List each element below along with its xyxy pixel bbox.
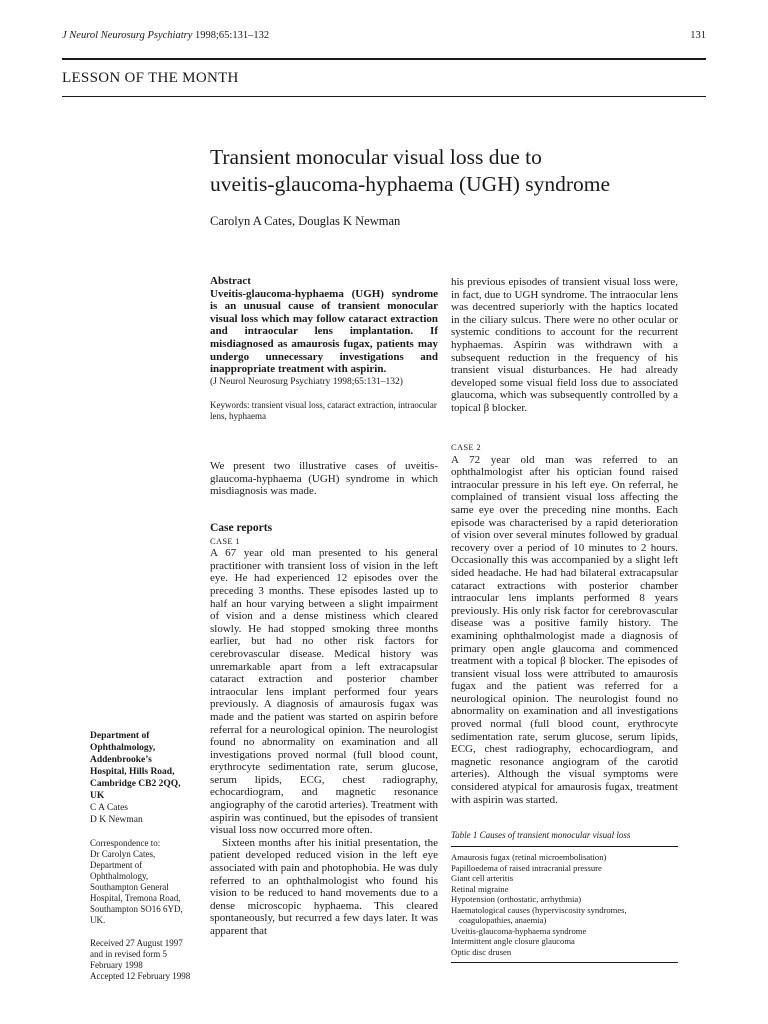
case-reports-block (210, 522, 438, 938)
received-line: Received 27 August 1997 (90, 938, 183, 948)
case1-label: CASE 1 (210, 535, 240, 546)
case2-label: CASE 2 (451, 442, 481, 452)
received-line: and in revised form 5 (90, 949, 167, 959)
header-rule (62, 58, 706, 60)
affiliation-line: Hospital, Hills Road, (90, 767, 175, 777)
correspondence-line: Hospital, Tremona Road, (90, 893, 181, 903)
table1-row: Retinal migraine (451, 883, 509, 894)
page-number: 131 (690, 30, 706, 41)
section-rule (62, 96, 706, 97)
journal-name: J Neurol Neurosurg Psychiatry (62, 30, 193, 41)
correspondence-line: Southampton General (90, 882, 169, 892)
case1-continuation: his previous episodes of transient visual loss were, in fact, due to UGH syndrome. The intraocular lens was decentred superiorly with the haptics located in the ciliary sulcus. There were no other ocular or systemic conditions to account for the recurrent hyphaemas. Aspirin was withdrawn with a subsequent reduction in the frequency of his transient visual disturbances. He had already developed some visual field loss due to associated glaucoma, which was subsequently controlled by a topical β blocker. (451, 276, 678, 414)
title-line-1: Transient monocular visual loss due to (210, 145, 542, 169)
affiliation-line: UK (90, 791, 105, 801)
table1-row: Uveitis-glaucoma-hyphaema syndrome (451, 925, 587, 936)
correspondence-line: Southampton SO16 6YD, (90, 904, 183, 914)
table1 (451, 852, 678, 957)
affiliation-author: D K Newman (90, 815, 143, 825)
table1-row: Giant cell arteritis (451, 873, 514, 883)
affiliation-line: Addenbrooke’s (90, 755, 152, 765)
received-line: Accepted 12 February 1998 (90, 971, 191, 981)
affiliation-department (90, 730, 200, 802)
section-label: LESSON OF THE MONTH (62, 70, 239, 86)
table1-bottom-rule (451, 962, 678, 963)
running-header-citation (62, 30, 269, 41)
table1-caption: Table 1 Causes of transient monocular visual loss (451, 830, 631, 840)
case2-block (451, 441, 678, 806)
keywords: Keywords: transient visual loss, cataract extraction, intraocular lens, hyphaema (210, 400, 437, 422)
correspondence (90, 838, 200, 926)
table1-row: Amaurosis fugax (retinal microembolisation) (451, 852, 607, 862)
title-line-2: uveitis-glaucoma-hyphaema (UGH) syndrome (210, 172, 611, 196)
correspondence-line: Department of (90, 860, 143, 870)
affiliation-line: Ophthalmology, (90, 743, 156, 753)
affiliation-block (90, 730, 200, 982)
affiliation-author: C A Cates (90, 803, 129, 813)
article-title (210, 144, 690, 198)
correspondence-line: Dr Carolyn Cates, (90, 849, 156, 859)
correspondence-line: Correspondence to: (90, 838, 161, 848)
table1-row: Hypotension (orthostatic, arrhythmia) (451, 894, 582, 904)
table1-row: Papilloedema of raised intracranial pressure (451, 862, 602, 873)
affiliation-line: Cambridge CB2 2QQ, (90, 779, 181, 789)
table1-row: coagulopathies, anaemia) (459, 915, 547, 925)
received-line: February 1998 (90, 960, 143, 970)
table1-row: Optic disc drusen (451, 946, 512, 957)
affiliation-authors (90, 802, 200, 826)
abstract-heading: Abstract (210, 275, 251, 287)
table1-row: Intermittent angle closure glaucoma (451, 936, 575, 946)
abstract-citation: (J Neurol Neurosurg Psychiatry 1998;65:131–132) (210, 376, 403, 387)
intro-paragraph: We present two illustrative cases of uveitis-glaucoma-hyphaema (UGH) syndrome in which misdiagnosis was made. (210, 460, 438, 498)
table1-top-rule (451, 846, 678, 847)
table1-row: Haematological causes (hyperviscosity syndromes, (451, 904, 627, 915)
correspondence-line: Ophthalmology, (90, 871, 149, 881)
citation-volume: 1998;65:131–132 (192, 30, 270, 41)
case1-paragraph-2: Sixteen months after his initial presentation, the patient developed reduced vision in the left eye associated with pain and photophobia. He was duly referred to an ophthalmologist who found his vision to be reduced to hand movements due to a dense microscopic hyphaema. This cleared spontaneously, but recurred a few days later. It was apparent that (210, 836, 438, 937)
affiliation-line: Department of (90, 731, 150, 741)
abstract-body: Uveitis-glaucoma-hyphaema (UGH) syndrome is an unusual cause of transient monocular visual loss which may follow cataract extraction and intraocular lens implantation. If misdiagnosed as amaurosis fugax, patients may undergo unnecessary investigations and inappropriate treatment with aspirin. (210, 287, 438, 376)
abstract-block (210, 275, 438, 422)
case2-paragraph-1: A 72 year old man was referred to an ophthalmologist after his optician found raised intraocular pressure in his left eye. On referral, he complained of transient visual loss affecting the same eye over the preceding nine months. Each episode was characterised by a rapid deterioration of vision over several minutes followed by gradual recovery over a period of 10 minutes to 2 hours. Occasionally this was accompanied by a slight left sided headache. He had had bilateral extracapsular cataract extractions with posterior chamber intraocular lens implants performed 8 years previously. His only risk factor for cerebrovascular disease was a positive family history. The examining ophthalmologist made a diagnosis of primary open angle glaucoma and commenced treatment with a topical β blocker. The episodes of transient visual loss were attributed to amaurosis fugax and the patient was referred for a neurological opinion. The neurologist found no abnormality on examination and all investigations proved normal (full blood count, erythrocyte sedimentation rate, serum glucose, serum lipids, ECG, chest radiography, echocardiogram, and magnetic resonance angiogram of the carotid arteries). Although the visual symptoms were considered atypical for amaurosis fugax, treatment with aspirin was started. (451, 453, 678, 806)
correspondence-line: UK. (90, 915, 106, 925)
case-reports-heading: Case reports (210, 522, 273, 534)
article-authors: Carolyn A Cates, Douglas K Newman (210, 214, 401, 228)
case1-paragraph-1: A 67 year old man presented to his general practitioner with transient loss of vision in the left eye. He had experienced 12 episodes over the preceding 3 months. These episodes lasted up to half an hour varying between a slight impairment of vision and a dense mistiness which cleared slowly. He had stopped smoking three months earlier, but had no other risk factors for cerebrovascular disease. Medical history was unremarkable apart from a left extracapsular cataract extraction and posterior chamber intraocular lens implant performed four years previously. A diagnosis of amaurosis fugax was made and the patient was started on aspirin before referral for a neurological opinion. The neurologist found no abnormality on examination and all investigations proved normal (full blood count, erythrocyte sedimentation rate, serum glucose, serum lipids, ECG, chest radiography, echocardiogram, and magnetic resonance angiography of the carotid arteries). Treatment with aspirin was continued, but the episodes of transient visual loss now occurred more often. (210, 547, 438, 837)
received-dates (90, 938, 200, 982)
